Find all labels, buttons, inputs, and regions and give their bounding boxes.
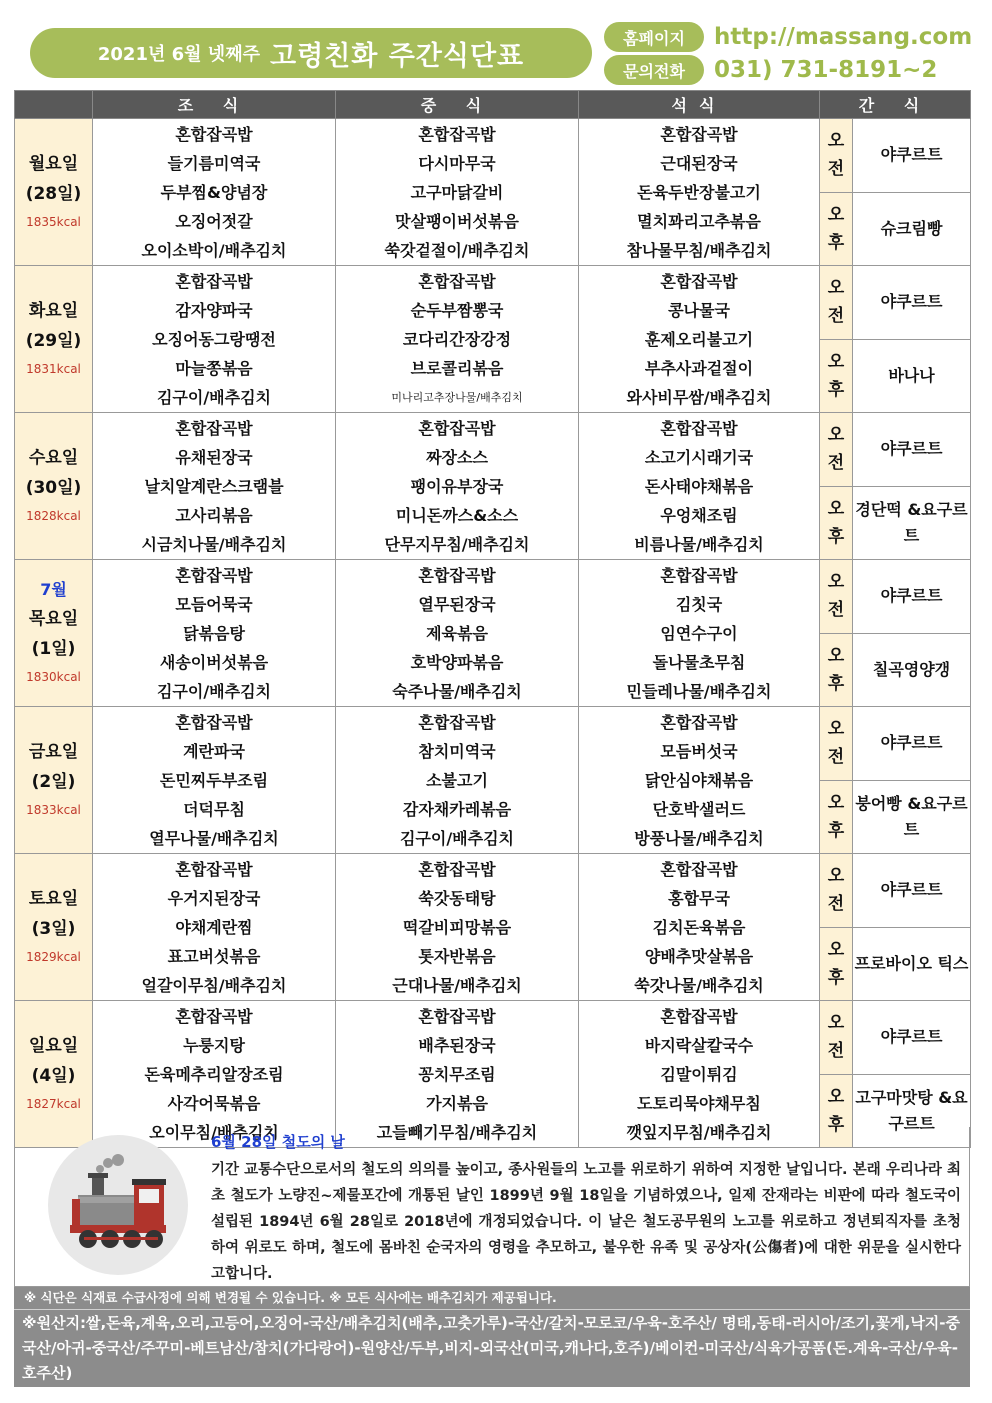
menu-item: 모듬어묵국 — [175, 595, 253, 614]
railway-day-notice — [14, 1127, 970, 1287]
pm-snack: 바나나 — [853, 339, 971, 413]
lunch-menu — [336, 854, 579, 1001]
am-snack: 야쿠르트 — [853, 1001, 971, 1075]
menu-item: 다시마무국 — [418, 154, 496, 173]
pm-label — [820, 780, 853, 854]
pm-label — [820, 192, 853, 266]
menu-item: 쑥갓겉절이/배추김치 — [384, 241, 530, 260]
pm-label — [820, 633, 853, 707]
menu-item: 꽁치무조림 — [418, 1065, 496, 1084]
menu-item: 참나물무침/배추김치 — [626, 241, 772, 260]
menu-item: 깻잎지무침/배추김치 — [626, 1123, 772, 1142]
menu-item: 고구마닭갈비 — [410, 183, 504, 202]
pm-text: 오후 — [827, 939, 845, 988]
day-row — [15, 119, 971, 193]
menu-item: 돈사태야채볶음 — [644, 477, 754, 496]
menu-item: 배추된장국 — [418, 1036, 496, 1055]
day-date: (3일) — [31, 919, 76, 939]
day-row — [15, 560, 971, 634]
menu-item: 들기름미역국 — [167, 154, 261, 173]
am-label — [820, 707, 853, 781]
title-main: 고령친화 주간식단표 — [269, 40, 525, 72]
month-label: 7월 — [40, 580, 67, 599]
menu-item: 단무지무침/배추김치 — [384, 535, 530, 554]
menu-item: 혼합잡곡밥 — [418, 272, 496, 291]
menu-item: 오이무침/배추김치 — [149, 1123, 279, 1142]
menu-item: 두부찜&양념장 — [160, 183, 268, 202]
breakfast-menu — [93, 119, 336, 266]
menu-item: 닭볶음탕 — [183, 624, 245, 643]
menu-item: 열무나물/배추김치 — [149, 829, 279, 848]
homepage-row — [604, 22, 972, 52]
dinner-menu — [579, 266, 820, 413]
menu-item: 모듬버섯국 — [660, 742, 738, 761]
day-date: (30일) — [25, 478, 82, 498]
dinner-menu — [579, 1001, 820, 1148]
phone-number: 031) 731-8191~2 — [714, 57, 938, 83]
menu-item: 돌나물초무침 — [652, 653, 746, 672]
am-label — [820, 413, 853, 487]
menu-item: 콩나물국 — [668, 301, 730, 320]
menu-item: 떡갈비피망볶음 — [402, 918, 512, 937]
pm-snack: 경단떡 &요구르트 — [853, 486, 971, 560]
pm-label — [820, 339, 853, 413]
menu-item: 혼합잡곡밥 — [418, 1007, 496, 1026]
menu-item: 열무된장국 — [418, 595, 496, 614]
day-label — [15, 119, 93, 266]
am-text: 오전 — [827, 572, 845, 621]
menu-item: 오징어동그랑땡전 — [152, 330, 276, 349]
menu-title — [30, 28, 592, 78]
day-date: (29일) — [25, 331, 82, 351]
am-label — [820, 560, 853, 634]
menu-item: 맛살팽이버섯볶음 — [395, 212, 519, 231]
am-text: 오전 — [827, 1013, 845, 1062]
menu-item: 혼합잡곡밥 — [175, 419, 253, 438]
train-illustration — [48, 1135, 188, 1275]
day-row — [15, 854, 971, 928]
day-kcal: 1833kcal — [26, 803, 81, 817]
menu-item: 미나리고추장나물/배추김치 — [391, 391, 523, 404]
menu-item: 혼합잡곡밥 — [418, 566, 496, 585]
menu-item: 누룽지탕 — [183, 1036, 245, 1055]
menu-item: 더덕무침 — [183, 800, 245, 819]
menu-item: 김구이/배추김치 — [156, 388, 272, 407]
col-breakfast: 조 식 — [93, 91, 336, 119]
lunch-menu — [336, 707, 579, 854]
pm-text: 오후 — [827, 792, 845, 841]
am-snack: 야쿠르트 — [853, 266, 971, 340]
pm-snack: 칠곡영양갱 — [853, 633, 971, 707]
menu-item: 단호박샐러드 — [652, 800, 746, 819]
pm-text: 오후 — [827, 351, 845, 400]
day-label — [15, 266, 93, 413]
menu-item: 혼합잡곡밥 — [660, 272, 738, 291]
am-snack: 야쿠르트 — [853, 119, 971, 193]
menu-item: 혼합잡곡밥 — [175, 272, 253, 291]
menu-item: 유채된장국 — [175, 448, 253, 467]
breakfast-menu — [93, 560, 336, 707]
menu-item: 호박양파볶음 — [410, 653, 504, 672]
menu-item: 마늘쫑볶음 — [175, 359, 253, 378]
menu-item: 양배추맛살볶음 — [644, 947, 754, 966]
menu-item: 멸치꽈리고추볶음 — [637, 212, 761, 231]
day-name: 목요일 — [28, 609, 79, 629]
menu-item: 혼합잡곡밥 — [175, 1007, 253, 1026]
menu-item: 참치미역국 — [418, 742, 496, 761]
dinner-menu — [579, 119, 820, 266]
day-kcal: 1830kcal — [26, 670, 81, 684]
menu-item: 고들빼기무침/배추김치 — [376, 1123, 538, 1142]
menu-item: 혼합잡곡밥 — [175, 566, 253, 585]
menu-item: 브로콜리볶음 — [410, 359, 504, 378]
phone-label: 문의전화 — [604, 55, 704, 85]
menu-item: 바지락살칼국수 — [644, 1036, 754, 1055]
weekly-menu-table — [14, 90, 971, 1148]
menu-item: 오이소박이/배추김치 — [141, 241, 287, 260]
menu-item: 우거지된장국 — [167, 889, 261, 908]
menu-item: 혼합잡곡밥 — [660, 125, 738, 144]
menu-item: 순두부짬뽕국 — [410, 301, 504, 320]
pm-label — [820, 927, 853, 1001]
day-kcal: 1829kcal — [26, 950, 81, 964]
day-row — [15, 1001, 971, 1075]
am-label — [820, 266, 853, 340]
am-snack: 야쿠르트 — [853, 854, 971, 928]
menu-item: 팽이유부장국 — [410, 477, 504, 496]
menu-item: 김치돈육볶음 — [652, 918, 746, 937]
lunch-menu — [336, 413, 579, 560]
header-row — [15, 91, 971, 119]
lunch-menu — [336, 1001, 579, 1148]
menu-item: 가지볶음 — [426, 1094, 488, 1113]
day-kcal: 1828kcal — [26, 509, 81, 523]
am-text: 오전 — [827, 278, 845, 327]
menu-item: 계란파국 — [183, 742, 245, 761]
menu-item: 혼합잡곡밥 — [418, 713, 496, 732]
menu-item: 혼합잡곡밥 — [418, 125, 496, 144]
origin-info: ※원산지:쌀,돈육,계육,오리,고등어,오징어-국산/배추김치(배추,고춧가루)-국산/갈치-모로코/우육-호주산/ 명태,동태-러시아/조기,꽃게,낙지-중국산/아귀-중국산/주꾸미-베트남산/참치(가다랑어)-원양산/두부,비지-외국산(미국,캐나다,호주)/베이컨-미국산/식육가공품(돈.계육-국산/우육-호주산) — [22, 1314, 961, 1382]
day-date: (28일) — [25, 184, 82, 204]
day-row — [15, 266, 971, 340]
dinner-menu — [579, 413, 820, 560]
am-text: 오전 — [827, 866, 845, 915]
homepage-label: 홈페이지 — [604, 22, 704, 52]
dinner-menu — [579, 707, 820, 854]
notice-title: 6월 28일 철도의 날 — [211, 1133, 345, 1151]
breakfast-menu — [93, 707, 336, 854]
menu-item: 날치알계란스크램블 — [144, 477, 284, 496]
breakfast-menu — [93, 413, 336, 560]
pm-text: 오후 — [827, 498, 845, 547]
menu-item: 돈민찌두부조림 — [159, 771, 269, 790]
menu-item: 시금치나물/배추김치 — [141, 535, 287, 554]
menu-item: 야채계란찜 — [175, 918, 253, 937]
col-snack: 간 식 — [820, 91, 971, 119]
homepage-url[interactable]: http://massang.com — [714, 24, 973, 50]
menu-item: 제육볶음 — [426, 624, 488, 643]
menu-item: 근대나물/배추김치 — [392, 976, 522, 995]
day-row — [15, 707, 971, 781]
notice-body: 기간 교통수단으로서의 철도의 의의를 높이고, 종사원들의 노고를 위로하기 위하여 지정한 날입니다. 본래 우리나라 최초 철도가 노량진~제물포간에 개통된 날인 1899년 9월 18일을 기념하였으나, 일제 잔재라는 비판에 따라 철도국이 설립된 1894년 6월 28일로 2018년에 개정되었습니다. 이 날은 철도공무원의 노고를 위로하고 정년퇴직자를 초청하여 위로도 하며, 철도에 몸바친 순국자의 영령을 추모하고, 불우한 유족 및 공상자(公傷者)에 대한 위문을 실시한다고합니다. — [211, 1162, 961, 1282]
am-text: 오전 — [827, 719, 845, 768]
phone-row — [604, 55, 937, 85]
train-icon — [48, 1135, 188, 1275]
title-prefix: 2021년 6월 넷째주 — [97, 44, 260, 65]
day-label — [15, 413, 93, 560]
menu-item: 소고기시래기국 — [644, 448, 754, 467]
day-name: 수요일 — [28, 448, 79, 468]
pm-snack: 프로바이오 틱스 — [853, 927, 971, 1001]
breakfast-menu — [93, 266, 336, 413]
menu-item: 고사리볶음 — [175, 506, 253, 525]
menu-item: 와사비무쌈/배추김치 — [626, 388, 772, 407]
menu-item: 혼합잡곡밥 — [660, 860, 738, 879]
day-name: 화요일 — [28, 301, 79, 321]
menu-item: 돈육메추리알장조림 — [144, 1065, 284, 1084]
menu-item: 사각어묵볶음 — [167, 1094, 261, 1113]
dinner-menu — [579, 560, 820, 707]
menu-item: 김말이튀김 — [660, 1065, 738, 1084]
pm-snack: 고구마맛탕 &요구르트 — [853, 1074, 971, 1148]
lunch-menu — [336, 119, 579, 266]
menu-item: 쑥갓동태탕 — [418, 889, 496, 908]
menu-item: 소불고기 — [426, 771, 488, 790]
day-date: (2일) — [31, 772, 76, 792]
day-row — [15, 413, 971, 487]
am-label — [820, 119, 853, 193]
menu-item: 혼합잡곡밥 — [660, 1007, 738, 1026]
menu-item: 숙주나물/배추김치 — [392, 682, 522, 701]
am-label — [820, 1001, 853, 1075]
pm-text: 오후 — [827, 204, 845, 253]
am-snack: 야쿠르트 — [853, 413, 971, 487]
am-text: 오전 — [827, 131, 845, 180]
day-kcal: 1835kcal — [26, 215, 81, 229]
day-kcal: 1827kcal — [26, 1097, 81, 1111]
menu-item: 김칫국 — [675, 595, 723, 614]
day-label — [15, 1001, 93, 1148]
breakfast-menu — [93, 1001, 336, 1148]
menu-item: 비름나물/배추김치 — [634, 535, 764, 554]
menu-item: 방풍나물/배추김치 — [634, 829, 764, 848]
col-day — [15, 91, 93, 119]
menu-item: 김구이/배추김치 — [399, 829, 515, 848]
menu-item: 혼합잡곡밥 — [660, 419, 738, 438]
menu-item: 짜장소스 — [426, 448, 488, 467]
menu-item: 근대된장국 — [660, 154, 738, 173]
menu-item: 감자양파국 — [175, 301, 253, 320]
menu-item: 톳자반볶음 — [418, 947, 496, 966]
menu-item: 김구이/배추김치 — [156, 682, 272, 701]
menu-item: 닭안심야채볶음 — [644, 771, 754, 790]
menu-item: 홍합무국 — [668, 889, 730, 908]
day-date: (4일) — [31, 1066, 76, 1086]
menu-item: 훈제오리불고기 — [644, 330, 754, 349]
pm-text: 오후 — [827, 1086, 845, 1135]
menu-item: 혼합잡곡밥 — [418, 419, 496, 438]
menu-item: 감자채카레볶음 — [402, 800, 512, 819]
day-name: 토요일 — [28, 889, 79, 909]
menu-item: 오징어젓갈 — [175, 212, 253, 231]
col-dinner: 석식 — [579, 91, 820, 119]
menu-item: 혼합잡곡밥 — [175, 860, 253, 879]
am-snack: 야쿠르트 — [853, 707, 971, 781]
col-lunch: 중 식 — [336, 91, 579, 119]
day-name: 일요일 — [28, 1036, 79, 1056]
menu-item: 임연수구이 — [660, 624, 738, 643]
menu-item: 혼합잡곡밥 — [175, 713, 253, 732]
pm-snack: 붕어빵 &요구르트 — [853, 780, 971, 854]
menu-item: 부추사과겉절이 — [644, 359, 754, 378]
dinner-menu — [579, 854, 820, 1001]
menu-item: 혼합잡곡밥 — [418, 860, 496, 879]
day-name: 금요일 — [28, 742, 79, 762]
breakfast-menu — [93, 854, 336, 1001]
menu-item: 도토리묵야채무침 — [637, 1094, 761, 1113]
menu-item: 미니돈까스&소스 — [395, 506, 519, 525]
menu-item: 혼합잡곡밥 — [660, 566, 738, 585]
footer-note: ※ 식단은 식재료 수급사정에 의해 변경될 수 있습니다. ※ 모든 식사에는 배추김치가 제공됩니다. — [24, 1290, 557, 1305]
am-label — [820, 854, 853, 928]
menu-item: 돈육두반장불고기 — [637, 183, 761, 202]
day-label — [15, 854, 93, 1001]
menu-item: 쑥갓나물/배추김치 — [634, 976, 764, 995]
pm-snack: 슈크림빵 — [853, 192, 971, 266]
day-label — [15, 560, 93, 707]
menu-item: 얼갈이무침/배추김치 — [141, 976, 287, 995]
am-snack: 야쿠르트 — [853, 560, 971, 634]
menu-item: 혼합잡곡밥 — [175, 125, 253, 144]
day-label — [15, 707, 93, 854]
menu-item: 우엉채조림 — [660, 506, 738, 525]
menu-item: 표고버섯볶음 — [167, 947, 261, 966]
pm-text: 오후 — [827, 645, 845, 694]
menu-item: 새송이버섯볶음 — [159, 653, 269, 672]
am-text: 오전 — [827, 425, 845, 474]
day-name: 월요일 — [28, 154, 79, 174]
lunch-menu — [336, 560, 579, 707]
menu-item: 코다리간장강정 — [402, 330, 512, 349]
lunch-menu — [336, 266, 579, 413]
footer — [14, 1287, 970, 1387]
menu-item: 민들레나물/배추김치 — [626, 682, 772, 701]
footer-divider — [14, 1309, 970, 1310]
menu-item: 혼합잡곡밥 — [660, 713, 738, 732]
day-date: (1일) — [31, 639, 76, 659]
pm-label — [820, 486, 853, 560]
day-kcal: 1831kcal — [26, 362, 81, 376]
